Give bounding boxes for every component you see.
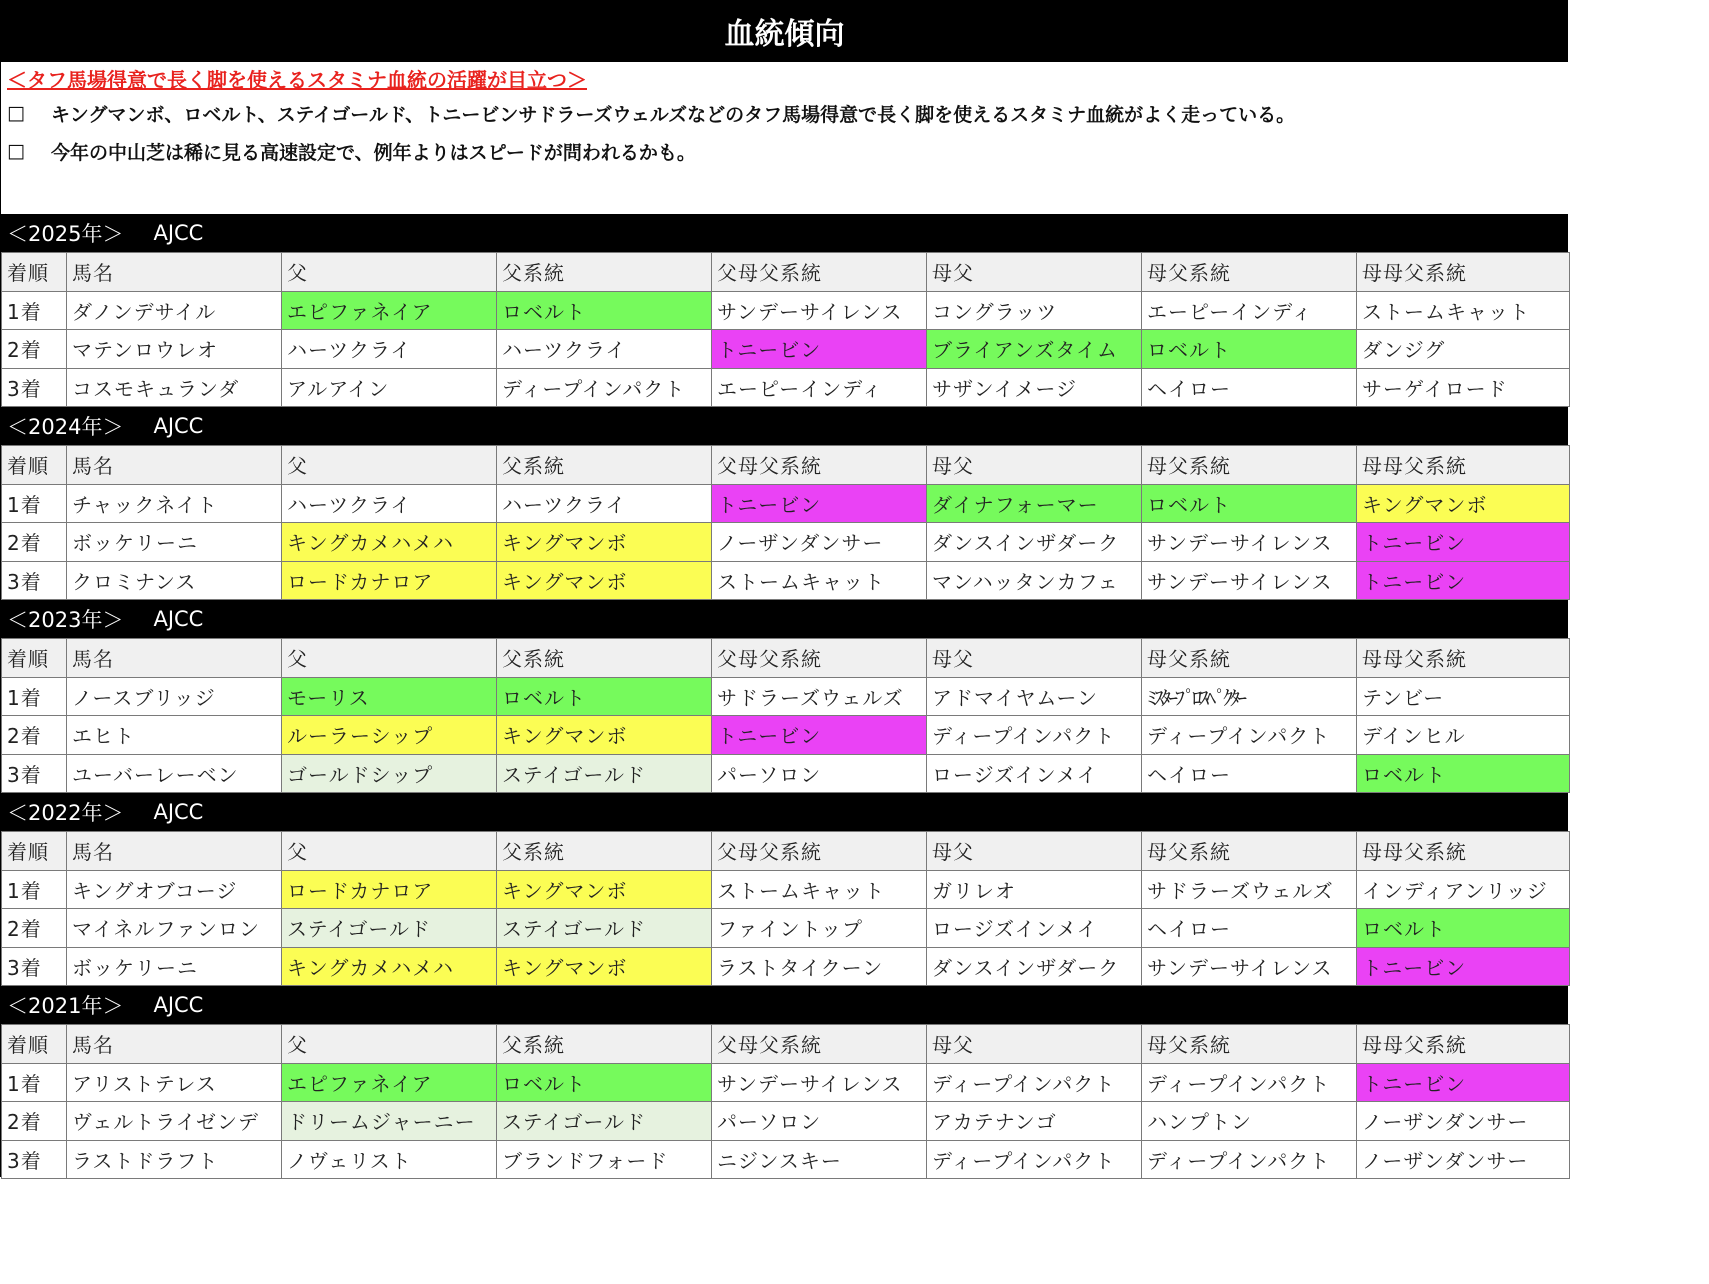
table-row [2,561,1570,600]
headline: ＜タフ馬場得意で長く脚を使えるスタミナ血統の活躍が目立つ＞ [7,67,587,92]
note-2 [1,132,1568,170]
cell-horse-name: ノースブリッジ [67,677,282,716]
cell-sire-dam-sire-line: ニジンスキー [712,1140,927,1179]
race-name: AJCC [153,414,204,438]
cell-rank: 1着 [2,677,67,716]
cell-sire: ステイゴールド [282,909,497,948]
cell-dam-sire-line: ヘイロー [1142,368,1357,407]
cell-dam-sire-line: サドラーズウェルズ [1142,870,1357,909]
column-header-dam-sire-line: 母父系統 [1142,446,1357,485]
cell-rank: 2着 [2,909,67,948]
cell-dam-dam-sire-line: ロベルト [1357,754,1570,793]
column-header-rank: 着順 [2,253,67,292]
cell-sire: ハーツクライ [282,330,497,369]
column-header-rank: 着順 [2,639,67,678]
cell-sire: ルーラーシップ [282,716,497,755]
cell-sire-line: キングマンボ [497,716,712,755]
column-header-dam-dam-sire-line: 母母父系統 [1357,1025,1570,1064]
cell-dam-dam-sire-line: サーゲイロード [1357,368,1570,407]
column-header-sire-line: 父系統 [497,446,712,485]
column-header-horse-name: 馬名 [67,832,282,871]
column-header-rank: 着順 [2,446,67,485]
cell-dam-dam-sire-line: テンビー [1357,677,1570,716]
table-row [2,1140,1570,1179]
cell-rank: 1着 [2,870,67,909]
column-header-horse-name: 馬名 [67,253,282,292]
column-header-sire-line: 父系統 [497,1025,712,1064]
cell-sire: モーリス [282,677,497,716]
column-header-dam-dam-sire-line: 母母父系統 [1357,253,1570,292]
cell-sire-dam-sire-line: サドラーズウェルズ [712,677,927,716]
year-header [1,793,1568,831]
checkbox-icon: □ [7,140,25,162]
cell-rank: 3着 [2,947,67,986]
cell-sire-dam-sire-line: トニービン [712,716,927,755]
cell-dam-sire-line: サンデーサイレンス [1142,947,1357,986]
column-header-horse-name: 馬名 [67,1025,282,1064]
cell-dam-sire: ロージズインメイ [927,909,1142,948]
cell-dam-sire-line: ディープインパクト [1142,1140,1357,1179]
cell-dam-sire: アドマイヤムーン [927,677,1142,716]
cell-rank: 2着 [2,523,67,562]
column-header-sire-line: 父系統 [497,639,712,678]
cell-horse-name: ヴェルトライゼンデ [67,1102,282,1141]
cell-horse-name: マイネルファンロン [67,909,282,948]
cell-dam-dam-sire-line: トニービン [1357,1063,1570,1102]
column-header-dam-dam-sire-line: 母母父系統 [1357,832,1570,871]
cell-sire-line: ハーツクライ [497,484,712,523]
results-table [1,831,1570,986]
column-header-dam-sire: 母父 [927,446,1142,485]
cell-sire: エピファネイア [282,291,497,330]
cell-dam-dam-sire-line: デインヒル [1357,716,1570,755]
column-header-sire: 父 [282,253,497,292]
cell-sire-dam-sire-line: ファイントップ [712,909,927,948]
cell-sire-dam-sire-line: ラストタイクーン [712,947,927,986]
column-header-sire-dam-sire-line: 父母父系統 [712,253,927,292]
cell-dam-sire-line: ロベルト [1142,330,1357,369]
cell-dam-dam-sire-line: ノーザンダンサー [1357,1102,1570,1141]
cell-sire-dam-sire-line: トニービン [712,330,927,369]
cell-horse-name: アリストテレス [67,1063,282,1102]
table-row [2,909,1570,948]
cell-dam-sire: ディープインパクト [927,1140,1142,1179]
cell-sire-line: ロベルト [497,677,712,716]
cell-dam-sire-line: ヘイロー [1142,909,1357,948]
column-header-sire: 父 [282,639,497,678]
column-header-row [2,832,1570,871]
cell-rank: 3着 [2,1140,67,1179]
cell-sire-line: ステイゴールド [497,1102,712,1141]
table-row [2,716,1570,755]
year-label: ＜2023年＞ [7,608,124,632]
column-header-dam-sire-line: 母父系統 [1142,253,1357,292]
column-header-dam-dam-sire-line: 母母父系統 [1357,446,1570,485]
cell-sire-dam-sire-line: ノーザンダンサー [712,523,927,562]
cell-rank: 2着 [2,1102,67,1141]
cell-dam-dam-sire-line: ダンジグ [1357,330,1570,369]
year-label: ＜2024年＞ [7,415,124,439]
cell-sire-dam-sire-line: パーソロン [712,1102,927,1141]
cell-dam-dam-sire-line: トニービン [1357,523,1570,562]
column-header-dam-sire-line: 母父系統 [1142,1025,1357,1064]
cell-dam-dam-sire-line: ストームキャット [1357,291,1570,330]
cell-dam-sire: ダンスインザダーク [927,523,1142,562]
cell-rank: 3着 [2,368,67,407]
year-header [1,214,1568,252]
table-row [2,1063,1570,1102]
column-header-horse-name: 馬名 [67,446,282,485]
cell-horse-name: キングオブコージ [67,870,282,909]
cell-dam-sire-line: ディープインパクト [1142,1063,1357,1102]
column-header-dam-sire-line: 母父系統 [1142,832,1357,871]
cell-sire: アルアイン [282,368,497,407]
column-header-horse-name: 馬名 [67,639,282,678]
cell-sire: ゴールドシップ [282,754,497,793]
cell-horse-name: ラストドラフト [67,1140,282,1179]
column-header-sire-line: 父系統 [497,253,712,292]
cell-horse-name: クロミナンス [67,561,282,600]
cell-sire-line: キングマンボ [497,870,712,909]
table-row [2,947,1570,986]
cell-rank: 1着 [2,291,67,330]
cell-rank: 1着 [2,484,67,523]
note-text: キングマンボ、ロベルト、ステイゴールド、トニービンサドラーズウェルズなどのタフ馬場得意で長く脚を使えるスタミナ血統がよく走っている。 [51,103,1296,126]
race-name: AJCC [153,607,204,631]
column-header-dam-sire: 母父 [927,1025,1142,1064]
table-row [2,330,1570,369]
cell-dam-sire: マンハッタンカフェ [927,561,1142,600]
column-header-sire-dam-sire-line: 父母父系統 [712,1025,927,1064]
cell-rank: 2着 [2,330,67,369]
column-header-sire: 父 [282,1025,497,1064]
page-title: 血統傾向 [1,0,1568,62]
table-row [2,291,1570,330]
cell-sire-dam-sire-line: ストームキャット [712,561,927,600]
column-header-sire: 父 [282,832,497,871]
cell-sire-line: キングマンボ [497,947,712,986]
cell-dam-sire: ダイナフォーマー [927,484,1142,523]
cell-dam-dam-sire-line: トニービン [1357,947,1570,986]
cell-sire: ハーツクライ [282,484,497,523]
cell-horse-name: チャックネイト [67,484,282,523]
column-header-row [2,253,1570,292]
column-header-row [2,1025,1570,1064]
year-header [1,986,1568,1024]
cell-sire-dam-sire-line: パーソロン [712,754,927,793]
results-sections [1,214,1568,1179]
cell-dam-sire: ロージズインメイ [927,754,1142,793]
table-row [2,754,1570,793]
cell-sire-line: キングマンボ [497,561,712,600]
cell-dam-sire-line: ディープインパクト [1142,716,1357,755]
cell-sire-line: ディープインパクト [497,368,712,407]
column-header-row [2,446,1570,485]
cell-sire: ロードカナロア [282,561,497,600]
cell-rank: 3着 [2,561,67,600]
cell-dam-dam-sire-line: ノーザンダンサー [1357,1140,1570,1179]
cell-sire-dam-sire-line: サンデーサイレンス [712,291,927,330]
cell-dam-sire: ディープインパクト [927,716,1142,755]
cell-dam-sire-line: ロベルト [1142,484,1357,523]
cell-sire-line: ハーツクライ [497,330,712,369]
year-label: ＜2021年＞ [7,994,124,1018]
cell-dam-sire: コングラッツ [927,291,1142,330]
column-header-dam-sire: 母父 [927,639,1142,678]
note-text: 今年の中山芝は稀に見る高速設定で、例年よりはスピードが問われるかも。 [51,141,696,164]
cell-horse-name: ダノンデサイル [67,291,282,330]
year-label: ＜2022年＞ [7,801,124,825]
column-header-sire-line: 父系統 [497,832,712,871]
spacer [1,170,1568,214]
table-row [2,484,1570,523]
table-row [2,368,1570,407]
cell-dam-sire: アカテナンゴ [927,1102,1142,1141]
checkbox-icon: □ [7,102,25,124]
cell-dam-dam-sire-line: インディアンリッジ [1357,870,1570,909]
cell-dam-sire-line: ハンプトン [1142,1102,1357,1141]
column-header-dam-sire-line: 母父系統 [1142,639,1357,678]
cell-sire: ロードカナロア [282,870,497,909]
cell-rank: 3着 [2,754,67,793]
column-header-dam-sire: 母父 [927,832,1142,871]
cell-sire-line: ステイゴールド [497,754,712,793]
table-row [2,677,1570,716]
cell-rank: 2着 [2,716,67,755]
cell-sire-line: ロベルト [497,1063,712,1102]
column-header-sire-dam-sire-line: 父母父系統 [712,639,927,678]
year-header [1,600,1568,638]
table-row [2,523,1570,562]
table-row [2,870,1570,909]
cell-horse-name: ユーバーレーベン [67,754,282,793]
cell-horse-name: マテンロウレオ [67,330,282,369]
race-name: AJCC [153,993,204,1017]
cell-sire-line: キングマンボ [497,523,712,562]
cell-sire-dam-sire-line: トニービン [712,484,927,523]
cell-dam-dam-sire-line: キングマンボ [1357,484,1570,523]
cell-dam-sire: ガリレオ [927,870,1142,909]
cell-dam-dam-sire-line: ロベルト [1357,909,1570,948]
column-header-dam-dam-sire-line: 母母父系統 [1357,639,1570,678]
cell-dam-dam-sire-line: トニービン [1357,561,1570,600]
cell-dam-sire-line: エーピーインディ [1142,291,1357,330]
column-header-sire-dam-sire-line: 父母父系統 [712,832,927,871]
note-1 [1,94,1568,132]
cell-sire: キングカメハメハ [282,523,497,562]
results-table [1,445,1570,600]
race-name: AJCC [153,800,204,824]
cell-sire-dam-sire-line: ストームキャット [712,870,927,909]
cell-horse-name: ボッケリーニ [67,947,282,986]
column-header-row [2,639,1570,678]
column-header-sire: 父 [282,446,497,485]
cell-sire-line: ロベルト [497,291,712,330]
cell-sire: キングカメハメハ [282,947,497,986]
cell-sire-dam-sire-line: サンデーサイレンス [712,1063,927,1102]
cell-dam-sire-line: ヘイロー [1142,754,1357,793]
cell-dam-sire-line: サンデーサイレンス [1142,561,1357,600]
column-header-dam-sire: 母父 [927,253,1142,292]
race-name: AJCC [153,221,204,245]
year-label: ＜2025年＞ [7,222,124,246]
cell-sire: エピファネイア [282,1063,497,1102]
cell-dam-sire: サザンイメージ [927,368,1142,407]
cell-horse-name: ボッケリーニ [67,523,282,562]
results-table [1,638,1570,793]
cell-horse-name: コスモキュランダ [67,368,282,407]
cell-sire: ドリームジャーニー [282,1102,497,1141]
column-header-rank: 着順 [2,832,67,871]
cell-sire: ノヴェリスト [282,1140,497,1179]
results-table [1,252,1570,407]
cell-dam-sire: ダンスインザダーク [927,947,1142,986]
year-header [1,407,1568,445]
cell-sire-dam-sire-line: エーピーインディ [712,368,927,407]
cell-dam-sire: ディープインパクト [927,1063,1142,1102]
cell-rank: 1着 [2,1063,67,1102]
table-row [2,1102,1570,1141]
cell-dam-sire-line: サンデーサイレンス [1142,523,1357,562]
column-header-sire-dam-sire-line: 父母父系統 [712,446,927,485]
cell-sire-line: ステイゴールド [497,909,712,948]
results-table [1,1024,1570,1179]
cell-dam-sire-line: ﾐｽﾀｰﾌﾟﾛｽﾍﾟｸﾀｰ [1142,677,1357,716]
cell-horse-name: エヒト [67,716,282,755]
cell-sire-line: ブランドフォード [497,1140,712,1179]
cell-dam-sire: ブライアンズタイム [927,330,1142,369]
column-header-rank: 着順 [2,1025,67,1064]
